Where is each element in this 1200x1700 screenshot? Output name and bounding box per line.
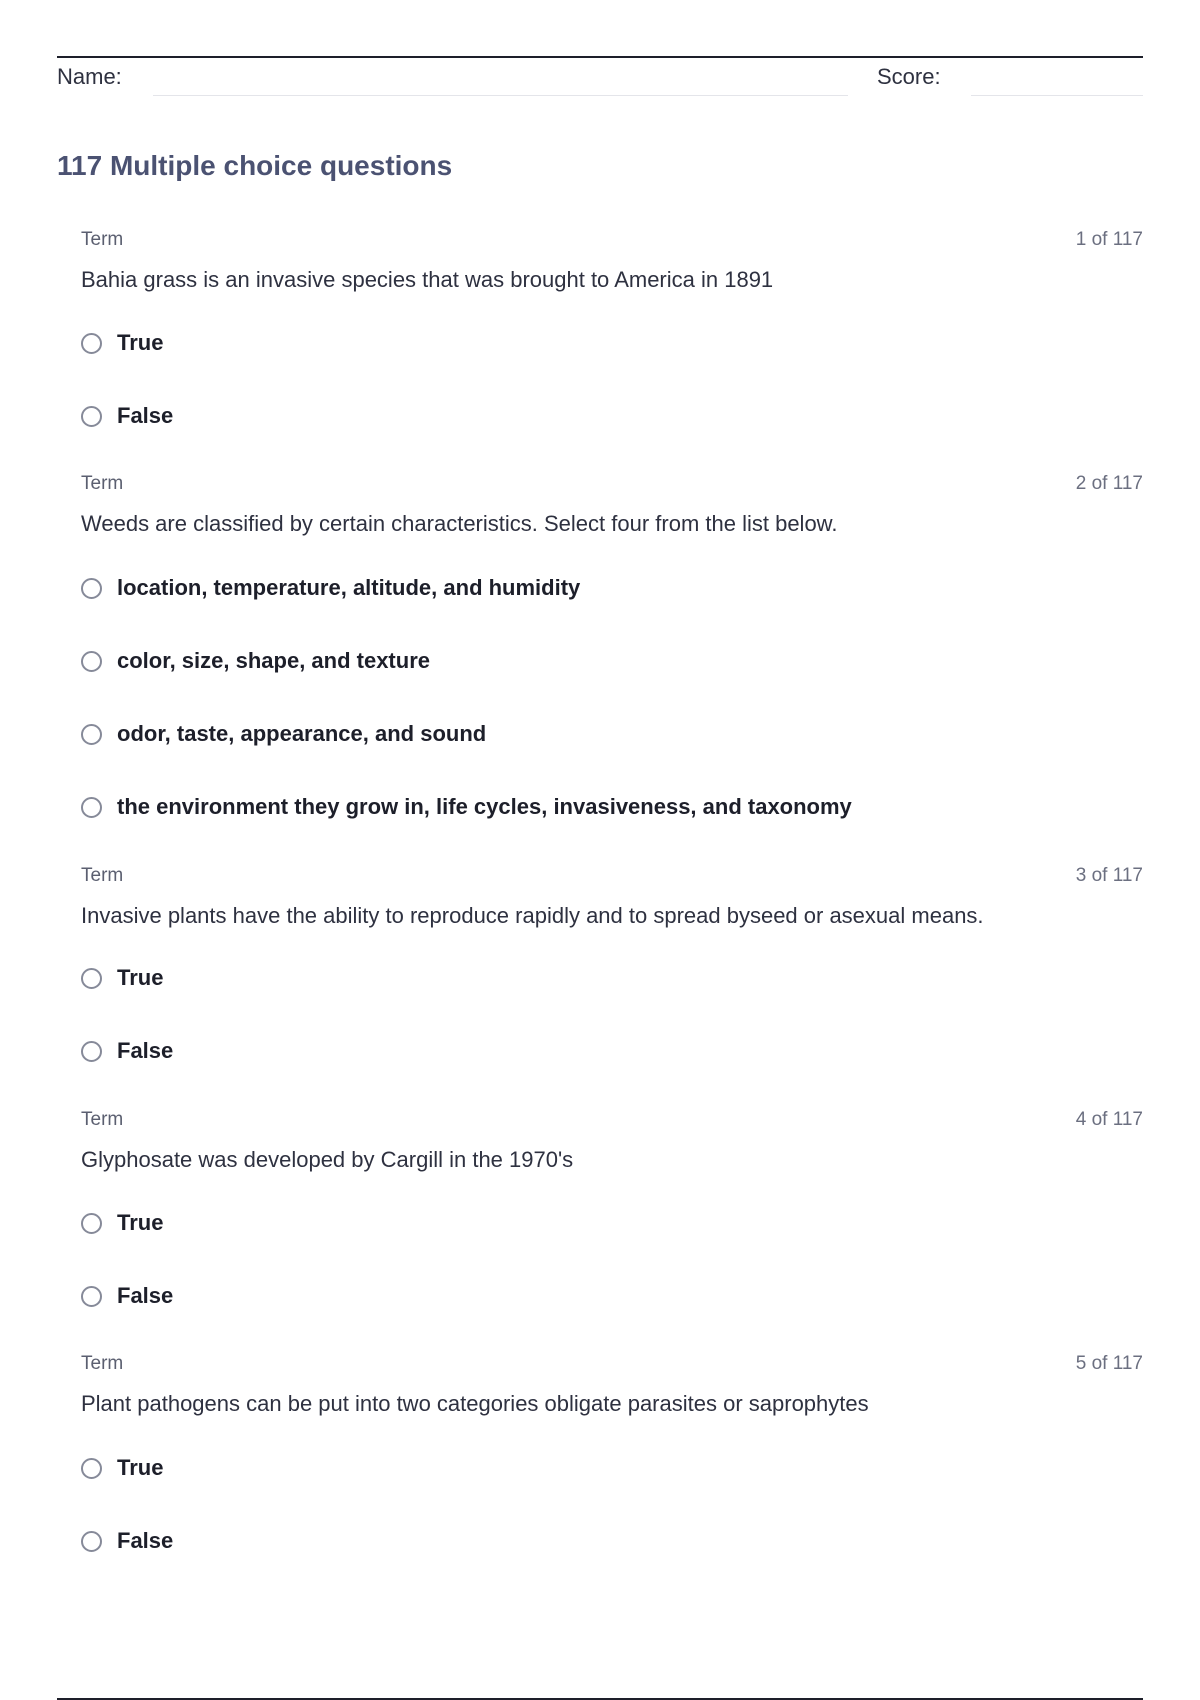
radio-button-icon[interactable] bbox=[81, 968, 102, 989]
option-label: True bbox=[117, 1210, 164, 1235]
radio-button-icon[interactable] bbox=[81, 1041, 102, 1062]
question-prompt: Glyphosate was developed by Cargill in the 1970's bbox=[81, 1147, 574, 1172]
term-label: Term bbox=[81, 865, 124, 886]
option-label: location, temperature, altitude, and humidity bbox=[117, 575, 581, 600]
question-counter: 3 of 117 bbox=[1075, 865, 1143, 886]
name-label: Name: bbox=[57, 64, 122, 89]
option-label: the environment they grow in, life cycles, invasiveness, and taxonomy bbox=[117, 794, 852, 819]
question-counter: 1 of 117 bbox=[1075, 229, 1143, 250]
option-label: False bbox=[117, 1038, 174, 1063]
answer-option[interactable] bbox=[81, 719, 486, 749]
radio-button-icon[interactable] bbox=[81, 1458, 102, 1479]
question-counter: 5 of 117 bbox=[1075, 1353, 1143, 1374]
radio-button-icon[interactable] bbox=[81, 724, 102, 745]
question-prompt: Invasive plants have the ability to reproduce rapidly and to spread byseed or asexual means. bbox=[81, 903, 984, 928]
answer-option[interactable] bbox=[81, 328, 163, 358]
option-label: True bbox=[117, 965, 164, 990]
answer-option[interactable] bbox=[81, 1281, 173, 1311]
term-label: Term bbox=[81, 1109, 124, 1130]
answer-option[interactable] bbox=[81, 401, 173, 431]
term-label: Term bbox=[81, 1353, 124, 1374]
option-label: False bbox=[117, 1283, 174, 1308]
score-label: Score: bbox=[877, 64, 941, 89]
question-prompt: Weeds are classified by certain characteristics. Select four from the list below. bbox=[81, 511, 838, 536]
question-prompt: Bahia grass is an invasive species that was brought to America in 1891 bbox=[81, 267, 774, 292]
section-title: 117 Multiple choice questions bbox=[57, 150, 453, 181]
option-label: color, size, shape, and texture bbox=[117, 648, 430, 673]
score-field[interactable] bbox=[971, 95, 1143, 96]
answer-option[interactable] bbox=[81, 1526, 173, 1556]
answer-option[interactable] bbox=[81, 792, 852, 822]
radio-button-icon[interactable] bbox=[81, 578, 102, 599]
option-label: odor, taste, appearance, and sound bbox=[117, 721, 487, 746]
radio-button-icon[interactable] bbox=[81, 1531, 102, 1552]
radio-button-icon[interactable] bbox=[81, 797, 102, 818]
term-label: Term bbox=[81, 473, 124, 494]
radio-button-icon[interactable] bbox=[81, 333, 102, 354]
option-label: True bbox=[117, 1455, 164, 1480]
radio-button-icon[interactable] bbox=[81, 1286, 102, 1307]
term-label: Term bbox=[81, 229, 124, 250]
question-prompt: Plant pathogens can be put into two categories obligate parasites or saprophytes bbox=[81, 1391, 869, 1416]
question-counter: 4 of 117 bbox=[1075, 1109, 1143, 1130]
question-counter: 2 of 117 bbox=[1075, 473, 1143, 494]
option-label: False bbox=[117, 1528, 174, 1553]
name-field[interactable] bbox=[153, 95, 848, 96]
answer-option[interactable] bbox=[81, 963, 163, 993]
radio-button-icon[interactable] bbox=[81, 406, 102, 427]
header-row bbox=[57, 58, 1143, 98]
option-label: False bbox=[117, 403, 174, 428]
radio-button-icon[interactable] bbox=[81, 1213, 102, 1234]
answer-option[interactable] bbox=[81, 1453, 163, 1483]
answer-option[interactable] bbox=[81, 1208, 163, 1238]
option-label: True bbox=[117, 330, 164, 355]
answer-option[interactable] bbox=[81, 573, 580, 603]
answer-option[interactable] bbox=[81, 1036, 173, 1066]
radio-button-icon[interactable] bbox=[81, 651, 102, 672]
answer-option[interactable] bbox=[81, 646, 430, 676]
